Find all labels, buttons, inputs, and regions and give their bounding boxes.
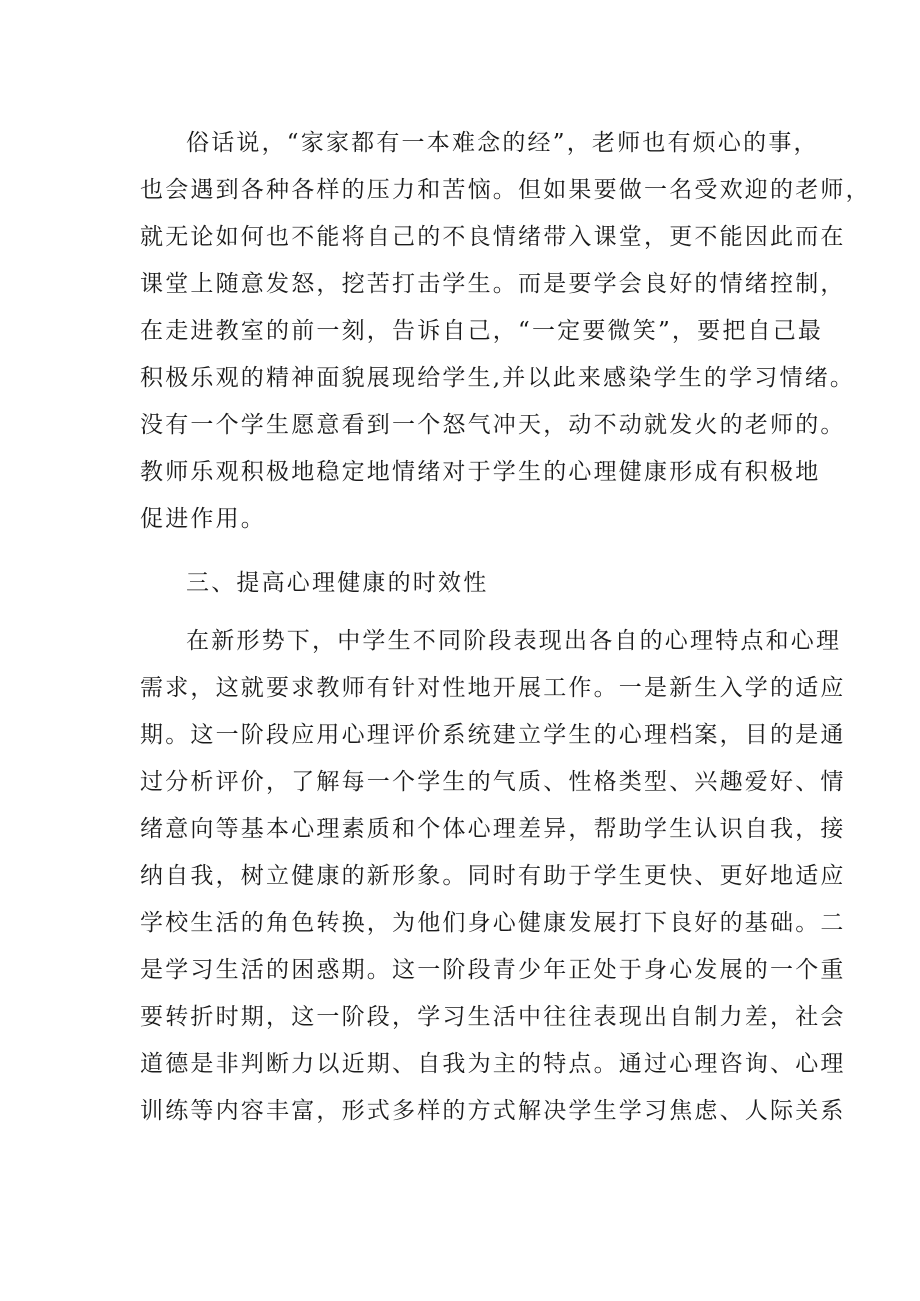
paragraph-2-line: 纳自我，树立健康的新形象。同时有助于学生更快、更好地适应 <box>140 863 846 889</box>
paragraph-1-line: 积极乐观的精神面貌展现给学生,并以此来感染学生的学习情绪。 <box>140 365 856 391</box>
paragraph-1-line: 也会遇到各种各样的压力和苦恼。但如果要做一名受欢迎的老师， <box>140 177 871 203</box>
paragraph-2-line: 要转折时期，这一阶段，学习生活中往往表现出自制力差，社会 <box>140 1004 846 1030</box>
paragraph-1-line: 课堂上随意发怒，挖苦打击学生。而是要学会良好的情绪控制， <box>140 271 846 297</box>
section-heading: 三、提高心理健康的时效性 <box>186 570 489 596</box>
paragraph-2-line: 在新形势下，中学生不同阶段表现出各自的心理特点和心理 <box>186 628 842 654</box>
paragraph-2-line: 期。这一阶段应用心理评价系统建立学生的心理档案，目的是通 <box>140 722 846 748</box>
paragraph-2-line: 道德是非判断力以近期、自我为主的特点。通过心理咨询、心理 <box>140 1051 846 1077</box>
paragraph-2-line: 需求，这就要求教师有针对性地开展工作。一是新生入学的适应 <box>140 675 846 701</box>
paragraph-1-line: 教师乐观积极地稳定地情绪对于学生的心理健康形成有积极地 <box>140 459 821 485</box>
paragraph-2-line: 学校生活的角色转换，为他们身心健康发展打下良好的基础。二 <box>140 910 846 936</box>
paragraph-2-line: 绪意向等基本心理素质和个体心理差异，帮助学生认识自我，接 <box>140 816 846 842</box>
paragraph-1-line: 俗话说，“家家都有一本难念的经”，老师也有烦心的事， <box>186 130 819 156</box>
paragraph-1-line: 在走进教室的前一刻，告诉自己，“一定要微笑”，要把自己最 <box>140 318 824 344</box>
paragraph-2-line: 是学习生活的困惑期。这一阶段青少年正处于身心发展的一个重 <box>140 957 846 983</box>
paragraph-1-line: 促进作用。 <box>140 506 266 532</box>
paragraph-1-line: 没有一个学生愿意看到一个怒气冲天，动不动就发火的老师的。 <box>140 412 846 438</box>
paragraph-2-line: 训练等内容丰富，形式多样的方式解决学生学习焦虑、人际关系 <box>140 1098 846 1124</box>
paragraph-2-line: 过分析评价，了解每一个学生的气质、性格类型、兴趣爱好、情 <box>140 769 846 795</box>
paragraph-1-line: 就无论如何也不能将自己的不良情绪带入课堂，更不能因此而在 <box>140 224 846 250</box>
